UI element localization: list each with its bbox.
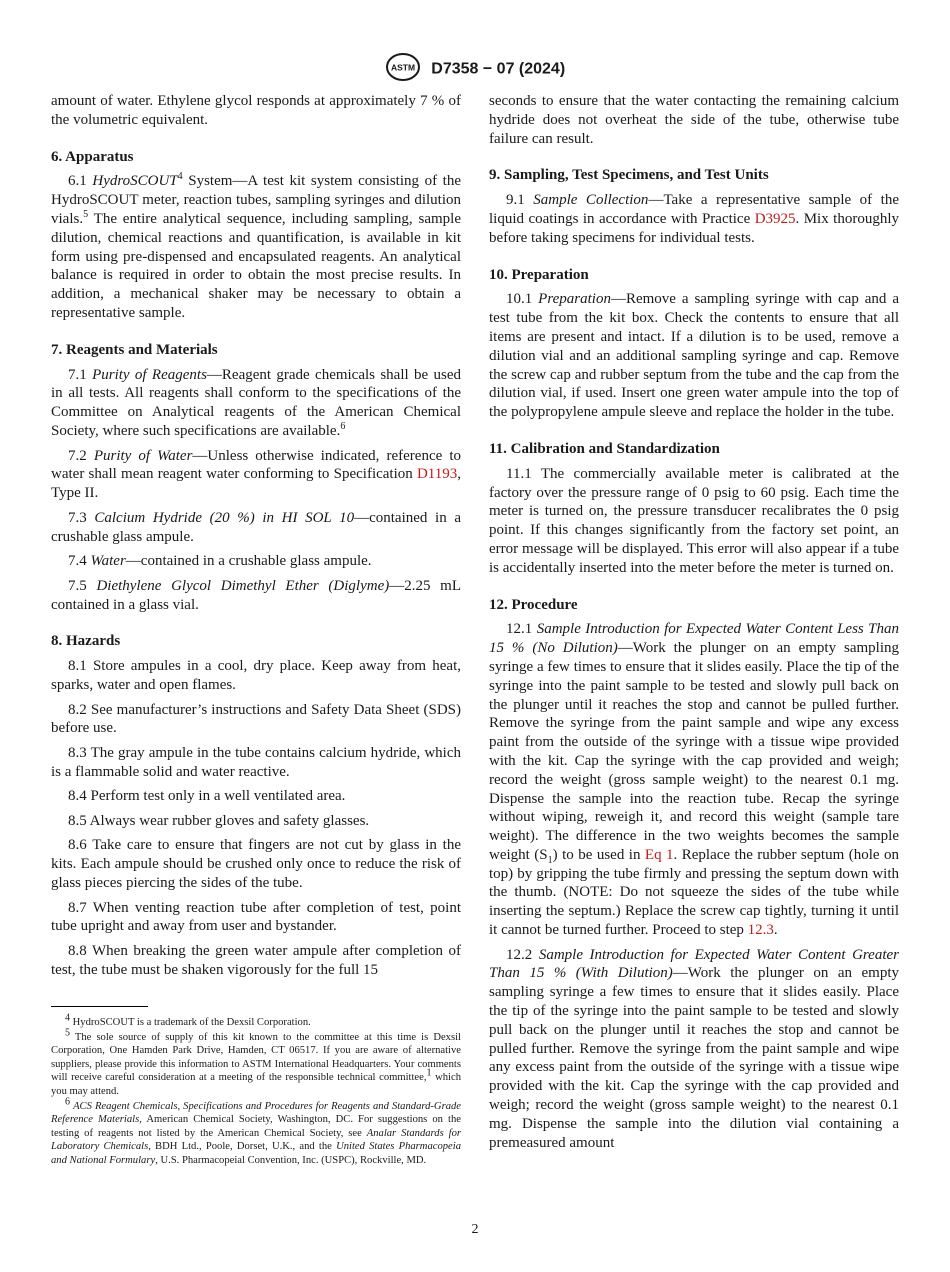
continued-paragraph-right: seconds to ensure that the water contacting the remaining calcium hydride does not overheat the side of the tube, otherwise tube failure can result. (489, 93, 899, 147)
section-7-heading: 7. Reagents and Materials (51, 341, 218, 358)
astm-logo-icon (385, 52, 421, 87)
section-9-heading: 9. Sampling, Test Specimens, and Test Units (489, 167, 769, 184)
paragraph-7-4: 7.4 Water—contained in a crushable glass ampule. (68, 553, 372, 570)
paragraph-12-1: 12.1 Sample Introduction for Expected Water Content Less Than 15 % (No Dilution)—Work the plunger on an empty sampling syringe a few times to ensure that it slides easily. Place the tip of the syringe into the paint sample to be tested and slowly pull back on the plunger until it reaches the stop and cannot be pulled further. Remove the syringe from the paint sample and wipe any excess paint from the outside of the syringe with a tissue wipe provided with the kit. Cap the syringe with the cap provided and weigh; record the weight (gross sample weight) to the nearest 0.1 mg. Dispense the sample into the reaction tube. Recap the syringe without wiping, reweigh it, and record this weight (sample tare weight). The difference in the two weights becomes the sample weight $(S_1)$ to be used in Eq 1. Replace the rubber septum (hole on top) by gripping the tube firmly and pressing the septum down with the thumb. (NOTE: Do not squeeze the sides of the tube while inserting the septum.) Replace the screw cap tightly, turning it until it cannot be turned further. Proceed to step 12.3. (489, 621, 900, 939)
paragraph-8-3: 8.3 The gray ampule in the tube contains calcium hydride, which is a flammable solid and water reactive. (51, 744, 461, 780)
paragraph-6-1: 6.1 HydroSCOUT$^4$ System—A test kit system consisting of the HydroSCOUT meter, reaction tubes, sampling syringes and dilution vials.$^5$ The entire analytical sequence, including sampling, sample dilution, chemical reactions and quantification, is available in kit form using pre-dispensed and encapsulated reagents. An analytical balance is required in order to obtain the most precise results. In addition, a mechanical shaker may be necessary to obtain a representative sample. (51, 171, 462, 321)
section-8-heading: 8. Hazards (51, 633, 121, 650)
paragraph-8-7: 8.7 When venting reaction tube after completion of test, point tube upright and away from user and bystander. (51, 899, 461, 935)
page-header (0, 52, 950, 87)
paragraph-8-8: 8.8 When breaking the green water ampule after completion of test, the tube must be shaken vigorously for the full 15 (51, 943, 461, 978)
paragraph-8-4: 8.4 Perform test only in a well ventilated area. (68, 788, 346, 805)
right-column (489, 92, 899, 1158)
link-d3925[interactable]: D3925 (754, 210, 796, 227)
paragraph-7-3: 7.3 Calcium Hydride (20 %) in HI SOL 10—contained in a crushable glass ampule. (51, 509, 461, 545)
paragraph-7-5: 7.5 Diethylene Glycol Dimethyl Ether (Diglyme)—2.25 mL contained in a glass vial. (51, 577, 461, 613)
paragraph-8-5: 8.5 Always wear rubber gloves and safety glasses. (68, 812, 370, 829)
page-number: 2 (471, 1222, 479, 1237)
section-12-heading: 12. Procedure (489, 596, 578, 613)
paragraph-9-1: 9.1 Sample Collection—Take a representative sample of the liquid coatings in accordance with Practice D3925. Mix thoroughly before taking specimens for individual tests. (489, 192, 900, 246)
paragraph-8-6: 8.6 Take care to ensure that fingers are not cut by glass in the kits. Each ampule should be crushed only once to reduce the risk of glass pieces piercing the sides of the tube. (51, 837, 461, 892)
paragraph-8-1: 8.1 Store ampules in a cool, dry place. Keep away from heat, sparks, water and open flames. (51, 658, 461, 693)
astm-logo-text: ASTM (390, 62, 415, 73)
section-6-heading: 6. Apparatus (51, 148, 134, 165)
paragraph-11-1: 11.1 The commercially available meter is calibrated at the factory over the pressure range of 0 psig to 60 psig. Each time the meter is turned on, the pressure transducer recalibrates the 0 psig point. If this changes significantly from the factory set point, an error message will be displayed. This error will also appear if a tube is accidentally inserted into the meter before the meter is turned on. (489, 465, 899, 576)
paragraph-12-2: 12.2 Sample Introduction for Expected Water Content Greater Than 15 % (With Dilution)—Work the plunger on an empty sampling syringe a few times to ensure that it slides easily. Place the tip of the syringe into the paint sample to be tested and slowly pull back on the plunger until it reaches the stop and cannot be pulled further. Remove the syringe from the paint sample and wipe any excess paint from the outside of the syringe with a tissue wipe provided with the kit. Cap the syringe with the cap provided and weigh; record the weight (gross sample weight) to the nearest 0.1 mg. Dispense the sample into the dilution vial containing a premeasured amount (489, 946, 900, 1151)
paragraph-10-1: 10.1 Preparation—Remove a sampling syringe with cap and a test tube from the kit box. Check the contents to ensure that all items are present and intact. If a dilution is to be used, remove a dilution vial and an additional sampling syringe and cap. Remove the screw cap and rubber septum from the tube and the cap from the dilution vial, if used. Insert one green water ampule into the top of the polypropylene ampule sleeve and replace the holder in the tube. (489, 291, 899, 421)
link-step-12-3[interactable]: 12.3 (747, 922, 774, 939)
section-11-heading: 11. Calibration and Standardization (489, 440, 720, 457)
footnotes (51, 1012, 462, 1169)
footnote-5: $^5$ The sole source of supply of this kit known to the committee at this time is Dexsil Corporation, One Hamden Park Drive, Hamden, CT 06517. If you are aware of alternative suppliers, please provide this information to ASTM International Headquarters. Your comments will receive careful consideration at a meeting of the responsible technical committee,$^1$ which you may attend. (51, 1027, 461, 1097)
paragraph-7-1: 7.1 Purity of Reagents—Reagent grade chemicals shall be used in all tests. All reagents shall conform to the specifications of the Committee on Analytical reagents of the American Chemical Society, where such specifications are available.$^6$ (51, 366, 461, 439)
link-eq-1[interactable]: Eq 1 (644, 846, 674, 863)
continued-paragraph: amount of water. Ethylene glycol responds at approximately 7 % of the volumetric equivalent. (51, 93, 461, 128)
left-column (51, 92, 461, 985)
link-d1193[interactable]: D1193 (416, 466, 458, 483)
paragraph-7-2: 7.2 Purity of Water—Unless otherwise indicated, reference to water shall mean reagent water conforming to Specification D1193, Type II. (51, 447, 461, 502)
footnote-4: $^4$ HydroSCOUT is a trademark of the Dexsil Corporation. (65, 1012, 311, 1028)
document-designation: D7358 − 07 (2024) (431, 60, 566, 78)
paragraph-8-2: 8.2 See manufacturer’s instructions and Safety Data Sheet (SDS) before use. (51, 701, 461, 737)
section-10-heading: 10. Preparation (489, 266, 589, 283)
footnote-6: $^6$ ACS Reagent Chemicals, Specifications and Procedures for Reagents and Standard-Grade Reference Materials, American Chemical Society, Washington, DC. For suggestions on the testing of reagents not listed by the American Chemical Society, see Analar Standards for Laboratory Chemicals, BDH Ltd., Poole, Dorset, U.K., and the United States Pharmacopeia and National Formulary, U.S. Pharmacopeial Convention, Inc. (USPC), Rockville, MD. (51, 1096, 462, 1166)
footnote-divider (51, 1006, 148, 1007)
